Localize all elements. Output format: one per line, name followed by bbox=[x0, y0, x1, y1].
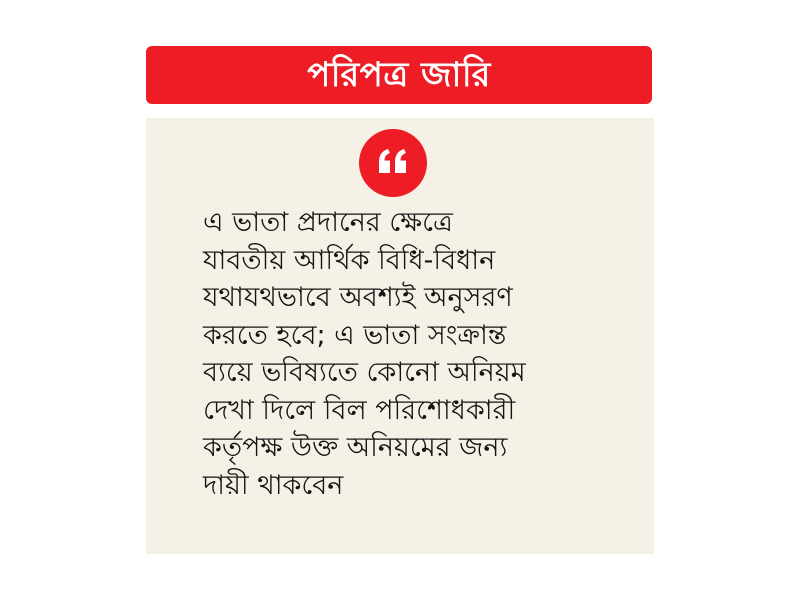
headline-banner bbox=[146, 46, 652, 104]
banner-title: পরিপত্র জারি bbox=[307, 55, 491, 95]
quote-text: এ ভাতা প্রদানের ক্ষেত্রে যাবতীয় আর্থিক বিধি-বিধান যথাযথভাবে অবশ্যই অনুসরণ করতে হবে; এ ভাতা সংক্রান্ত ব্যয়ে ভবিষ্যতে কোনো অনিয়ম দেখা দিলে বিল পরিশোধকারী কর্তৃপক্ষ উক্ত অনিয়মের জন্য দায়ী থাকবেন bbox=[203, 207, 526, 501]
quote-open-icon bbox=[359, 129, 427, 197]
